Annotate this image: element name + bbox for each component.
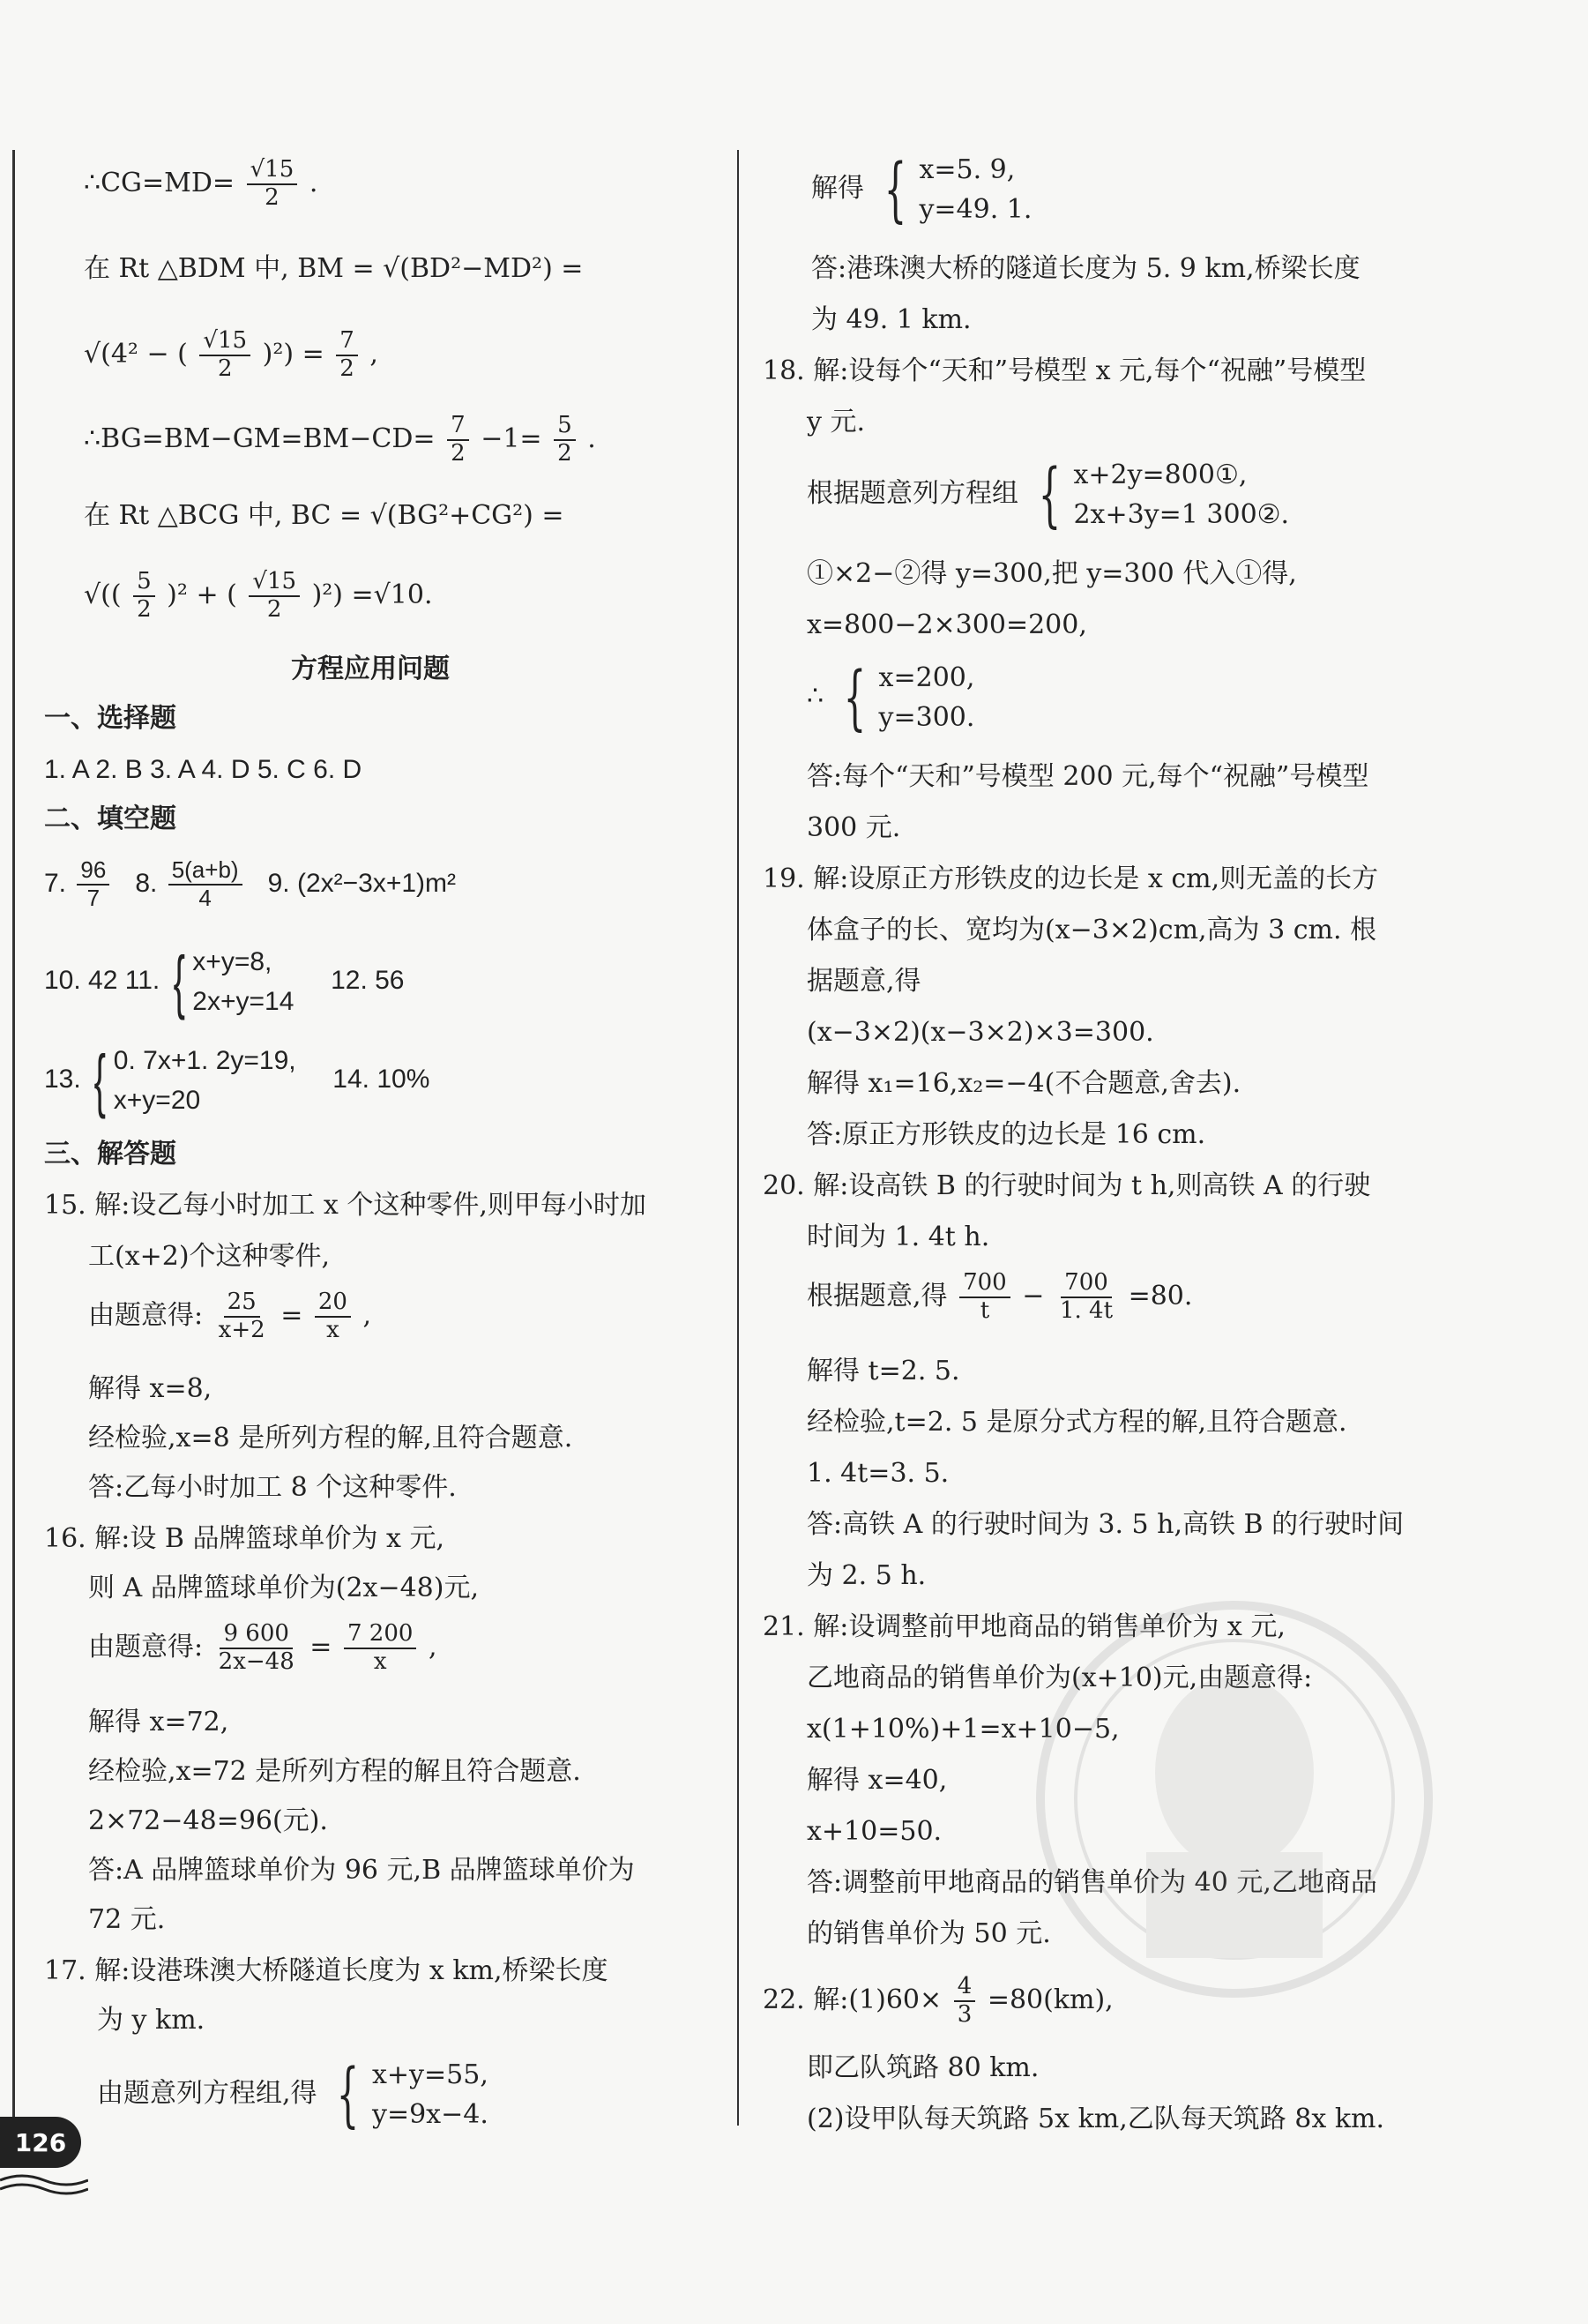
text-line: 解得 x=8, xyxy=(88,1373,212,1404)
text-line: 的销售单价为 50 元. xyxy=(807,1918,1051,1949)
fraction: $\frac{25}{x+2}$ xyxy=(218,1289,265,1343)
wave-decoration-icon xyxy=(0,2171,88,2198)
fraction: $\frac{5(a+b)}{4}$ xyxy=(168,857,242,912)
text-line: 答:高铁 A 的行驶时间为 3. 5 h,高铁 B 的行驶时间 xyxy=(807,1509,1405,1540)
text-line: 经检验,x=8 是所列方程的解,且符合题意. xyxy=(88,1423,573,1453)
text-line: 18. 解:设每个“天和”号模型 x 元,每个“祝融”号模型 xyxy=(763,355,1367,386)
text-line: 17. 解:设港珠澳大桥隧道长度为 x km,桥梁长度 xyxy=(44,1955,608,1986)
subsection-heading: 三、解答题 xyxy=(44,1139,176,1169)
text-line: 为 2. 5 h. xyxy=(807,1560,927,1591)
text-line: ①×2−②得 y=300,把 y=300 代入①得, xyxy=(807,558,1297,589)
fraction: $\frac{20}{x}$ xyxy=(315,1289,351,1344)
text-line: 答:乙每小时加工 8 个这种零件. xyxy=(88,1472,457,1503)
text-line: 1. 4t=3. 5. xyxy=(807,1458,950,1489)
text-line: (x−3×2)(x−3×2)×3=300. xyxy=(807,1017,1154,1048)
text-line: 为 49. 1 km. xyxy=(811,304,972,335)
text-line: 2×72−48=96(元). xyxy=(88,1805,328,1836)
text-line: 在 Rt △BCG 中, BC = √(BG²+CG²) = xyxy=(84,500,564,531)
text-line: 答:原正方形铁皮的边长是 16 cm. xyxy=(807,1119,1206,1150)
text-line: 答:港珠澳大桥的隧道长度为 5. 9 km,桥梁长度 xyxy=(811,253,1361,284)
text-line: x+10=50. xyxy=(807,1816,943,1847)
fill-answers-row: 7. $\frac{96}{7}$ 8. $\frac{5(a+b)}{4}$ 9. (2x²−3x+1)m² xyxy=(44,856,456,911)
text-line: 解得 x=40, xyxy=(807,1765,948,1796)
text-line: 时间为 1. 4t h. xyxy=(807,1222,990,1252)
subsection-heading: 二、填空题 xyxy=(44,803,176,834)
text-line: x=800−2×300=200, xyxy=(807,609,1087,640)
text-line: 由题意得: $\frac{25}{x+2}$ = $\frac{20}{x}$ , xyxy=(88,1289,372,1343)
subsection-heading: 一、选择题 xyxy=(44,703,176,734)
fraction: $\frac{96}{7}$ xyxy=(77,857,109,912)
text-line: 72 元. xyxy=(88,1904,166,1935)
text-line: 20. 解:设高铁 B 的行驶时间为 t h,则高铁 A 的行驶 xyxy=(763,1170,1371,1201)
text-line: 在 Rt △BDM 中, BM = √(BD²−MD²) = xyxy=(84,253,584,284)
fraction: $\frac{√15}{2}$ xyxy=(199,328,250,383)
fraction: $\frac{9 600}{2x-48}$ xyxy=(218,1620,294,1675)
text-line: 由题意得: $\frac{9 600}{2x-48}$ = $\frac{7 200}{x}$ , xyxy=(88,1620,437,1675)
text-line: 21. 解:设调整前甲地商品的销售单价为 x 元, xyxy=(763,1611,1286,1642)
fraction: $\frac{7}{2}$ xyxy=(447,413,469,467)
text-line: 根据题意列方程组 { x+2y=800①, 2x+3y=1 300②. xyxy=(807,453,1290,535)
text-line: 答:A 品牌篮球单价为 96 元,B 品牌篮球单价为 xyxy=(88,1855,635,1886)
text-line: y 元. xyxy=(807,407,866,437)
text-line: 解得 t=2. 5. xyxy=(807,1356,960,1386)
text-line: 经检验,t=2. 5 是原分式方程的解,且符合题意. xyxy=(807,1407,1347,1438)
fraction: $\frac{700}{t}$ xyxy=(959,1270,1010,1325)
column-divider xyxy=(737,150,739,2126)
text-line: 19. 解:设原正方形铁皮的边长是 x cm,则无盖的长方 xyxy=(763,863,1379,894)
fill-answers-row: 10. 42 11. { x+y=8, 2x+y=14 12. 56 xyxy=(44,942,405,1020)
text-line: √(4² − ( $\frac{√15}{2}$ )²) = $\frac{7}{2}$ , xyxy=(84,327,378,382)
text-line: x(1+10%)+1=x+10−5, xyxy=(807,1714,1120,1745)
text-line: 15. 解:设乙每小时加工 x 个这种零件,则甲每小时加 xyxy=(44,1190,646,1221)
fraction: $\frac{√15}{2}$ xyxy=(249,569,300,624)
fraction: $\frac{7 200}{x}$ xyxy=(344,1621,416,1676)
text-line: 工(x+2)个这种零件, xyxy=(88,1241,331,1272)
fraction: $\frac{7}{2}$ xyxy=(336,328,358,383)
text-line: 16. 解:设 B 品牌篮球单价为 x 元, xyxy=(44,1523,444,1554)
fill-answers-row: 13. { 0. 7x+1. 2y=19, x+y=20 14. 10% xyxy=(44,1041,430,1119)
text-line: 解得 { x=5. 9, y=49. 1. xyxy=(811,148,1033,230)
text-line: 即乙队筑路 80 km. xyxy=(807,2052,1040,2083)
choice-answers: 1. A 2. B 3. A 4. D 5. C 6. D xyxy=(44,755,362,784)
fraction: $\frac{700}{1. 4t}$ xyxy=(1059,1269,1114,1324)
text-line: 据题意,得 xyxy=(807,966,921,997)
text-line: 根据题意,得 $\frac{700}{t}$ − $\frac{700}{1. 4t}$ =80. xyxy=(807,1269,1193,1324)
page-number: 126 xyxy=(0,2117,81,2168)
text-line: 由题意列方程组,得 { x+y=55, y=9x−4. xyxy=(97,2053,488,2135)
fraction: $\frac{√15}{2}$ xyxy=(247,157,298,212)
text-line: ∴BG=BM−GM=BM−CD= $\frac{7}{2}$ −1= $\frac{5}{2}$ . xyxy=(84,412,596,467)
text-line: 300 元. xyxy=(807,812,901,843)
text-line: 经检验,x=72 是所列方程的解且符合题意. xyxy=(88,1756,581,1787)
fraction: $\frac{5}{2}$ xyxy=(133,569,155,624)
text-line: 体盒子的长、宽均为(x−3×2)cm,高为 3 cm. 根 xyxy=(807,915,1377,945)
text-line: 解得 x₁=16,x₂=−4(不合题意,舍去). xyxy=(807,1068,1241,1099)
text-line: 22. 解:(1)60× $\frac{4}{3}$ =80(km), xyxy=(763,1973,1114,2028)
text-line: ∴ { x=200, y=300. xyxy=(807,656,975,738)
text-line: 解得 x=72, xyxy=(88,1707,229,1737)
text-line: (2)设甲队每天筑路 5x km,乙队每天筑路 8x km. xyxy=(807,2104,1384,2134)
section-title: 方程应用问题 xyxy=(291,654,450,684)
text-line: 乙地商品的销售单价为(x+10)元,由题意得: xyxy=(807,1663,1313,1693)
fraction: $\frac{4}{3}$ xyxy=(954,1974,976,2029)
watermark-seal xyxy=(1032,1570,1437,2029)
text-line: 则 A 品牌篮球单价为(2x−48)元, xyxy=(88,1573,479,1603)
text-line: 答:调整前甲地商品的销售单价为 40 元,乙地商品 xyxy=(807,1867,1377,1898)
text-line: 答:每个“天和”号模型 200 元,每个“祝融”号模型 xyxy=(807,761,1369,792)
text-line: ∴CG=MD= $\frac{√15}{2}$ . xyxy=(84,156,318,211)
fraction: $\frac{5}{2}$ xyxy=(554,413,576,467)
text-line: √(( $\frac{5}{2}$ )² + ( $\frac{√15}{2}$ )²) =√10. xyxy=(84,568,433,623)
left-margin-rule xyxy=(12,150,15,2126)
text-line: 为 y km. xyxy=(97,2005,205,2036)
